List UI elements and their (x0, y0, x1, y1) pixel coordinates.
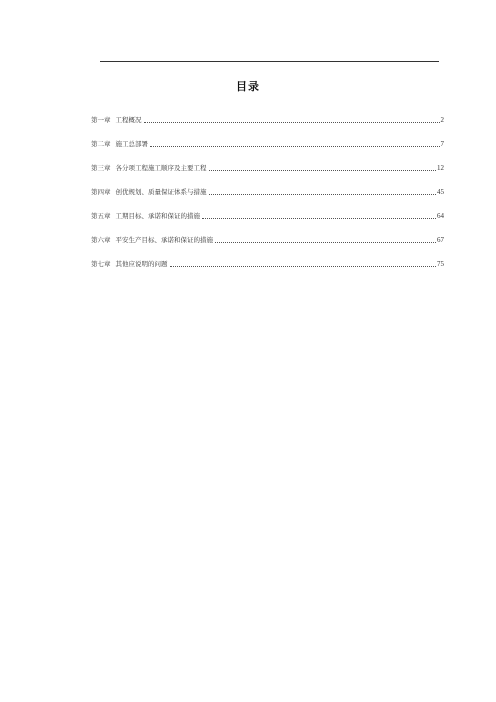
toc-chapter-title: 其他应说明的问题 (115, 260, 168, 268)
toc-chapter-title: 工程概况 (115, 116, 142, 124)
toc-entry-chapter-2[interactable] (91, 124, 444, 148)
toc-chapter-title: 施工总部署 (115, 140, 148, 148)
toc-entry-chapter-3[interactable] (91, 148, 444, 172)
toc-chapter-number: 第四章 (91, 188, 111, 196)
toc-page-number: 45 (437, 188, 444, 196)
toc-page-number: 67 (437, 236, 444, 244)
toc-chapter-title: 创优规划、质量保证体系与措施 (115, 188, 207, 196)
header-rule (100, 61, 439, 62)
toc-page-number: 12 (437, 164, 444, 172)
dot-leader (150, 146, 440, 147)
dot-leader (209, 170, 437, 171)
toc-chapter-number: 第七章 (91, 260, 111, 268)
toc-entry-chapter-6[interactable] (91, 220, 444, 244)
toc-chapter-number: 第六章 (91, 236, 111, 244)
toc-entry-chapter-7[interactable] (91, 244, 444, 268)
toc-chapter-title: 各分项工程施工顺序及主要工程 (115, 164, 207, 172)
dot-leader (209, 194, 437, 195)
dot-leader (202, 218, 436, 219)
dot-leader (215, 242, 436, 243)
toc-entry-chapter-1[interactable] (91, 100, 444, 124)
toc-page-number: 64 (437, 212, 444, 220)
toc-chapter-title: 工期目标、承诺和保证的措施 (115, 212, 200, 220)
toc-chapter-number: 第一章 (91, 116, 111, 124)
toc-chapter-number: 第二章 (91, 140, 111, 148)
toc-chapter-title: 平安生产目标、承诺和保证的措施 (115, 236, 213, 244)
toc-title: 目录 (236, 80, 260, 93)
toc-page-number: 7 (440, 140, 444, 148)
toc-chapter-number: 第三章 (91, 164, 111, 172)
dot-leader (144, 122, 440, 123)
dot-leader (170, 266, 437, 267)
toc-page-number: 2 (440, 116, 444, 124)
toc-chapter-number: 第五章 (91, 212, 111, 220)
toc-entry-chapter-5[interactable] (91, 196, 444, 220)
toc-list (91, 100, 444, 268)
toc-entry-chapter-4[interactable] (91, 172, 444, 196)
toc-page-number: 75 (437, 260, 444, 268)
